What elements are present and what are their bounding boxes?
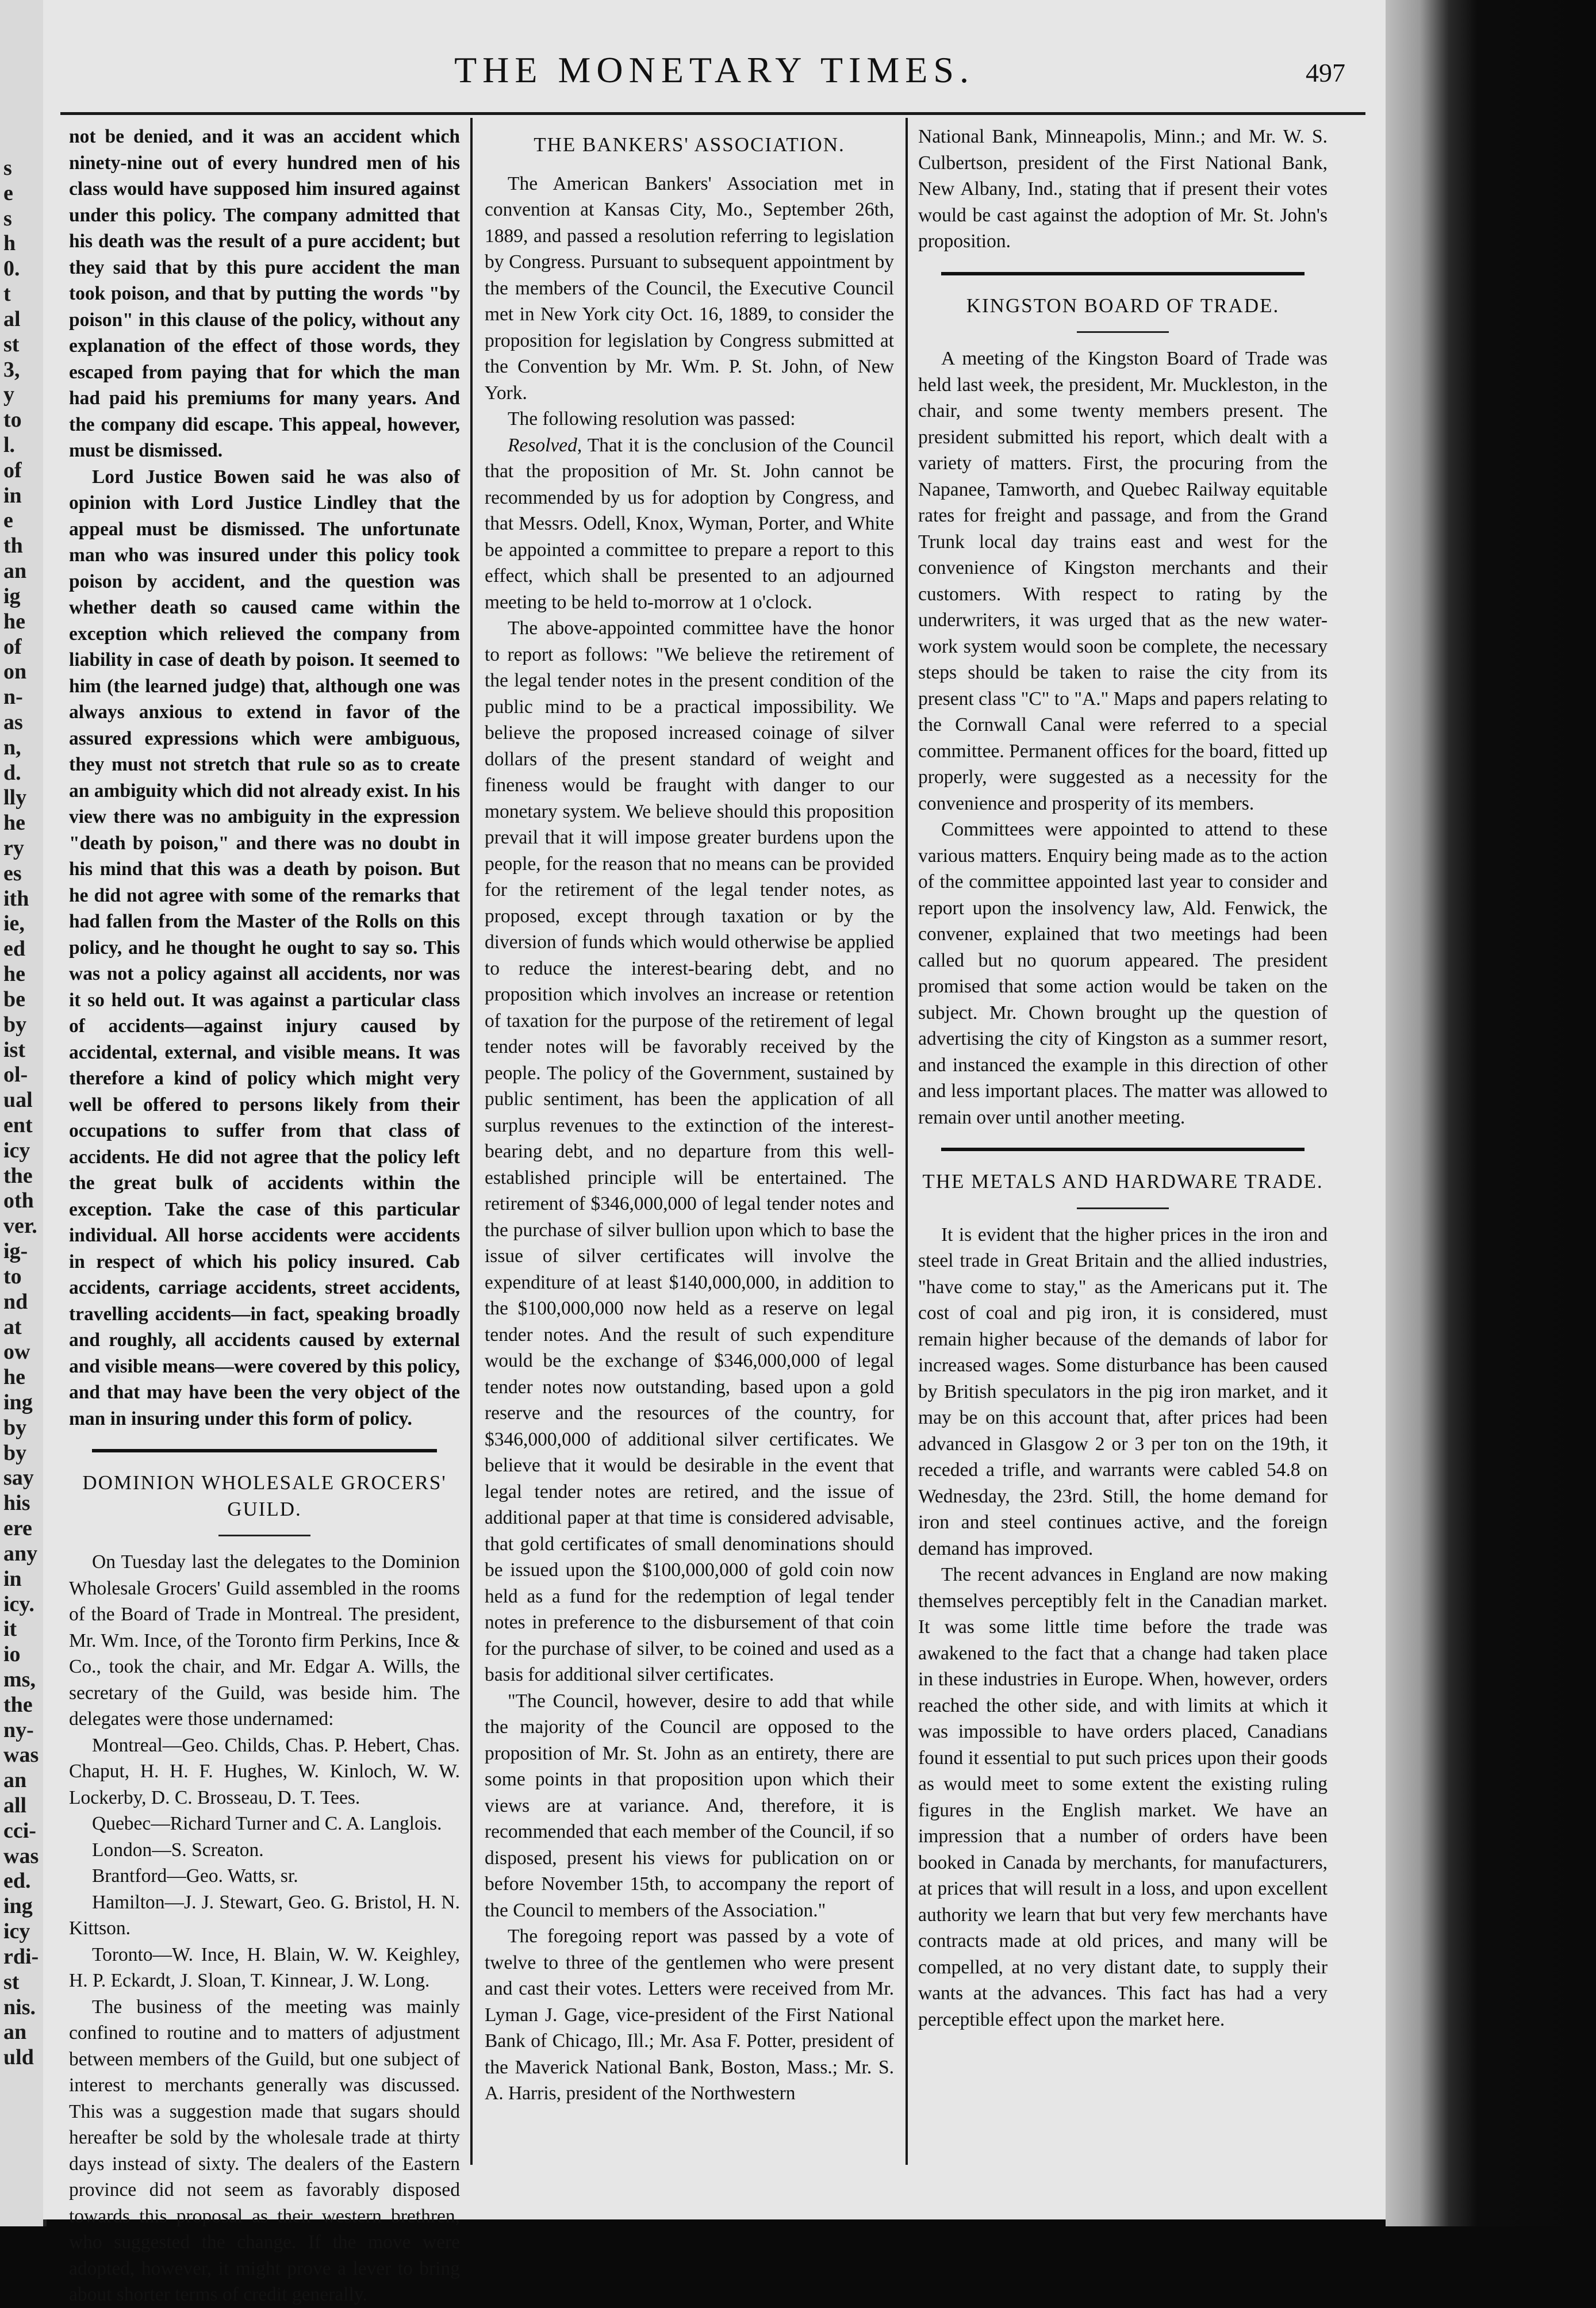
heading-underline: [1077, 331, 1169, 333]
margin-fragment: an: [3, 1768, 27, 1793]
margin-fragment: io: [3, 1642, 21, 1667]
margin-fragment: all: [3, 1793, 27, 1818]
margin-fragment: ist: [3, 1037, 25, 1062]
margin-fragment: an: [3, 559, 27, 584]
resolved-label: Resolved,: [508, 434, 582, 456]
section-rule: [941, 1148, 1305, 1151]
column-1: [69, 124, 460, 2308]
margin-fragment: in: [3, 483, 22, 508]
delegates-toronto: Toronto—W. Ince, H. Blain, W. W. Keighley, H. P. Eckardt, J. Sloan, T. Kinnear, J. W. Long.: [69, 1943, 460, 1991]
margin-fragment: was: [3, 1843, 39, 1868]
margin-fragment: ny-: [3, 1717, 34, 1742]
paragraph-lord-bowen: Lord Justice Bowen said he was also of opinion with Lord Justice Lindley that the appeal must be dismissed. The unfortunate man who was insured under this policy took poison by accident, and the question was whether death so caused came within the exception which relieved the company from liability in case of death by poison. It seemed to him (the learned judge) that, although one was always anxious to extend in favor of the assured expressions which were ambiguous, they must not stretch that rule so as to create an ambiguity which did not already exist. In his view there was no ambiguity in the expression "death by poison," and there was no doubt in his mind that this was a death by poison. But he did not agree with some of the remarks that had fallen from the Master of the Rolls on this policy, and he thought he ought to say so. This was not a policy against all accidents, nor was it so held out. It was against a particular class of accidents—against injury caused by accidental, external, and visible means. It was therefore a kind of policy which might very well be offered to persons likely from their occupations to suffer from that class of accidents. He did not agree that the policy left the great bulk of accidents within the exception. Take the case of this particular individual. All horse accidents were accidents in respect of which his policy insured. Cab accidents, carriage accidents, street accidents, travelling accidents—in fact, speaking broadly and roughly, all accidents caused by external and visible means—were covered by this policy, and that may have been the very object of the man in insuring under this form of policy.: [69, 466, 460, 1429]
margin-fragment: cci-: [3, 1818, 36, 1843]
margin-fragment: was: [3, 1743, 39, 1768]
masthead: THE MONETARY TIMES.: [454, 49, 975, 90]
margin-fragment: nd: [3, 1289, 28, 1314]
margin-fragment: ed: [3, 937, 25, 961]
margin-fragment: ow: [3, 1340, 30, 1364]
margin-fragment: d.: [3, 760, 21, 785]
margin-fragment: es: [3, 861, 22, 885]
newspaper-page: [43, 0, 1386, 2305]
margin-fragment: icy: [3, 1138, 30, 1163]
resolved-paragraph: [485, 432, 894, 616]
margin-fragment: his: [3, 1491, 30, 1516]
margin-fragment: l.: [3, 432, 16, 457]
margin-fragment: as: [3, 710, 23, 734]
margin-fragment: h: [3, 231, 16, 256]
margin-fragment: be: [3, 987, 25, 1011]
margin-fragment: on: [3, 660, 27, 684]
guild-intro: On Tuesday last the delegates to the Dominion Wholesale Grocers' Guild assembled in the rooms of the Board of Trade in Montreal. The president, Mr. Wm. Ince, of the Toronto firm Perkins, Ince & Co., took the chair, and Mr. Edgar A. Wills, the secretary of the Guild, was beside him. The delegates were those undernamed:: [69, 1551, 460, 1730]
margin-fragment: ol-: [3, 1063, 28, 1087]
header-rule: [60, 112, 1365, 115]
committee-report: The above-appointed committee have the honor to report as follows: "We believe the retirement of the legal tender notes in the present condition of the public mind to be a practical impossibility. We believe the proposed increased coinage of silver dollars of the present standard of weight and fineness would be fraught with danger to our monetary system. We believe should this proposition prevail that it will impose greater burdens upon the people, for the reason that no means can be provided for the retirement of the legal tender notes, as proposed, except through taxation or by the diversion of funds which would otherwise be applied to reduce the interest-bearing debt, and no proposition which involves an increase or retention of taxation for the purpose of the retirement of legal tender notes will be favorably received by the people. The policy of the Government, sustained by public sentiment, has been the application of all surplus revenues to the extinction of the interest-bearing debt, and no departure from this well-established principle will be entertained. The retirement of $346,000,000 of legal tender notes and the purchase of silver bullion upon which to base the issue of silver certificates will involve the expenditure of at least $140,000,000, in addition to the $100,000,000 now held as a reserve on legal tender notes. And the result of such expenditure would be the exchange of $346,000,000 of legal tender notes now outstanding, based upon a gold reserve and the resources of the country, for $346,000,000 of additional silver certificates. We believe that it would be desirable in the event that legal tender notes are retired, and the issue of additional paper at that time is considered advisable, that gold certificates of small denominations should be issued upon the $100,000,000 of gold coin now held as a fund for the redemption of legal tender notes in preference to the disbursement of that coin for the purchase of silver, to be coined and used as a basis for additional silver certificates.: [485, 618, 894, 1685]
column-3: [918, 124, 1328, 2033]
margin-fragment: to: [3, 408, 22, 432]
margin-fragment: an: [3, 2020, 27, 2045]
margin-fragment: ing: [3, 1894, 33, 1919]
delegates-hamilton: Hamilton—J. J. Stewart, Geo. G. Bristol, H. N. Kittson.: [69, 1891, 460, 1939]
margin-fragment: the: [3, 1163, 33, 1188]
margin-fragment: icy: [3, 1919, 30, 1944]
bankers-intro: The American Bankers' Association met in convention at Kansas City, Mo., September 26th, 1889, and passed a resolution referring to legislation by Congress. Pursuant to subsequent appointment by the members of the Council, the Executive Council met in New York city Oct. 16, 1889, to consider the proposition for legislation by Congress submitted at the Convention by Mr. Wm. P. St. John, of New York.: [485, 172, 894, 404]
margin-fragment: he: [3, 811, 25, 835]
margin-fragment: ing: [3, 1390, 33, 1414]
resolved-text: That it is the conclusion of the Council that the proposition of Mr. St. John cannot be recommended by us for adoption by Congress, and that Messrs. Odell, Knox, Wyman, Porter, and White be appointed a committee to prepare a report to this effect, which shall be presented to an adjourned meeting to be held to-morrow at 1 o'clock.: [485, 434, 894, 613]
margin-fragment: al: [3, 306, 21, 331]
margin-fragment: he: [3, 609, 25, 634]
margin-fragment: e: [3, 508, 13, 533]
column-divider-1: [470, 118, 473, 2165]
margin-fragment: ere: [3, 1516, 32, 1541]
margin-fragment: st: [3, 1969, 20, 1994]
section-rule: [92, 1449, 437, 1452]
kingston-heading: KINGSTON BOARD OF TRADE.: [966, 294, 1280, 317]
margin-fragment: it: [3, 1617, 17, 1642]
page-number: 497: [1306, 58, 1345, 87]
book-binding-shadow: [1386, 0, 1596, 2226]
delegates-montreal: Montreal—Geo. Childs, Chas. P. Hebert, Chas. Chaput, H. H. F. Hughes, W. Kinloch, W. W. Lockerby, D. C. Brosseau, D. T. Tees.: [69, 1734, 460, 1808]
column-2: [485, 124, 894, 2107]
margin-fragment: uld: [3, 2045, 34, 2070]
margin-fragment: the: [3, 1692, 33, 1717]
margin-fragment: nis.: [3, 1995, 36, 2019]
margin-fragment: of: [3, 458, 22, 482]
margin-fragment: s: [3, 206, 12, 231]
margin-fragment: e: [3, 181, 13, 205]
margin-fragment: say: [3, 1466, 34, 1490]
margin-fragment: n-: [3, 685, 23, 710]
margin-fragment: lly: [3, 785, 27, 810]
margin-fragment: ith: [3, 886, 29, 911]
guild-heading: DOMINION WHOLESALE GROCERS' GUILD.: [82, 1471, 447, 1520]
guild-closing: The business of the meeting was mainly confined to routine and to matters of adjustment between members of the Guild, but one subject of interest to merchants generally was discussed. This was a suggestion made that sugars should hereafter be sold by the wholesale trade at thirty days instead of sixty. The dealers of the Eastern province did not seem as favorably disposed towards this proposal as their western brethren, who suggested the change. If the move were adopted, however, it might prove a lever to bring about shorter terms of credit generally.: [69, 1996, 460, 2305]
margin-fragment: any: [3, 1541, 38, 1566]
margin-fragment: t: [3, 282, 11, 306]
margin-fragment: to: [3, 1264, 22, 1289]
bankers-continuation: National Bank, Minneapolis, Minn.; and Mr. W. S. Culbertson, president of the First National Bank, New Albany, Ind., stating that if present their votes would be cast against the adoption of Mr. St. John's proposition.: [918, 126, 1328, 252]
kingston-paragraph-2: Committees were appointed to attend to these various matters. Enquiry being made as to the action of the committee appointed last year to consider and report upon the insolvency law, Ald. Fenwick, the convener, explained that two meetings had been called but no quorum appeared. The president promised that some action would be taken on the subject. Mr. Chown brought up the question of advertising the city of Kingston as a summer resort, and instanced the example in this direction of other and less important places. The matter was allowed to remain over until another meeting.: [918, 819, 1328, 1128]
margin-fragment: of: [3, 634, 22, 659]
delegates-london: London—S. Screaton.: [92, 1839, 264, 1861]
metals-paragraph-1: It is evident that the higher prices in the iron and steel trade in Great Britain and the allied industries, "have come to stay," as the Americans put it. The cost of coal and pig iron, it is considered, must remain higher because of the demands of labor for increased wages. Some disturbance has been caused by British speculators in the pig iron market, and it may be on this account that, after prices had been advanced in Glasgow 2 or 3 per ton on the 19th, it receded a trifle, and warrants were cabled 54.8 on Wednesday, the 23rd. Still, the home demand for iron and steel continues active, and the foreign demand has improved.: [918, 1224, 1328, 1559]
adjacent-page-fragment: [0, 0, 47, 2226]
margin-fragment: th: [3, 534, 23, 558]
margin-fragment: at: [3, 1314, 22, 1339]
column-divider-2: [906, 118, 908, 2165]
delegates-quebec: Quebec—Richard Turner and C. A. Langlois.: [92, 1813, 442, 1834]
margin-fragment: he: [3, 1365, 25, 1390]
margin-fragment: in: [3, 1566, 22, 1591]
metals-heading: THE METALS AND HARDWARE TRADE.: [922, 1170, 1323, 1193]
margin-fragment: by: [3, 1012, 27, 1037]
margin-fragment: he: [3, 962, 25, 987]
margin-fragment: y: [3, 382, 14, 407]
margin-fragment: ig-: [3, 1239, 28, 1264]
margin-fragment: ms,: [3, 1667, 36, 1692]
margin-fragment: by: [3, 1415, 27, 1440]
margin-fragment: ed.: [3, 1869, 31, 1893]
kingston-paragraph-1: A meeting of the Kingston Board of Trade was held last week, the president, Mr. Muckleston, in the chair, and some twenty members present. The president submitted his report, which dealt with a variety of matters. First, the procuring from the Napanee, Tamworth, and Quebec Railway equitable rates for freight and passage, and from the Grand Trunk local day trains east and west for the convenience of Kingston merchants and their customers. With respect to rating by the underwriters, it was urged that as the new water-work system would soon be complete, the necessary steps should be taken to raise the city from its present class "C" to "A." Maps and papers relating to the Cornwall Canal were referred to a special committee. Permanent offices for the board, fitted up properly, were suggested as a necessity for the convenience and prosperity of its members.: [918, 348, 1328, 814]
section-rule: [941, 272, 1305, 275]
margin-fragment: st: [3, 332, 20, 356]
metals-paragraph-2: The recent advances in England are now making themselves perceptibly felt in the Canadian market. It was some little time before the trade was awakened to the fact that a change had taken place in these industries in Europe. When, however, orders reached the other side, and with limits at which it was impossible to have orders placed, Canadians found it essential to put such prices upon their goods as would meet to some extent the existing ruling figures in the English market. We have an impression that a number of orders have been booked in Canada by merchants, for manufacturers, at prices that will result in a loss, and upon excellent authority we learn that but very few merchants have contracts made at old prices, and many will be compelled, at no very distant date, to supply their wants at the advances. This fact has had a very perceptible effect upon the market here.: [918, 1564, 1328, 2030]
margin-fragment: n,: [3, 735, 21, 760]
margin-fragment: by: [3, 1440, 27, 1465]
margin-fragment: oth: [3, 1188, 34, 1213]
margin-fragment: ie,: [3, 911, 25, 936]
margin-fragment: ver.: [3, 1214, 37, 1239]
delegates-brantford: Brantford—Geo. Watts, sr.: [92, 1865, 298, 1887]
council-addendum: "The Council, however, desire to add that while the majority of the Council are opposed to the proposition of Mr. St. John as an entirety, there are some points in that proposition upon which their views are at variance. And, therefore, it is recommended that each member of the Council, if so disposed, present his views for publication on or before November 15th, to accompany the report of the Council to members of the Association.": [485, 1690, 894, 1921]
margin-fragment: ual: [3, 1088, 33, 1113]
margin-fragment: s: [3, 156, 12, 180]
margin-fragment: 3,: [3, 357, 20, 382]
margin-fragment: ig: [3, 584, 21, 608]
bankers-heading: THE BANKERS' ASSOCIATION.: [534, 133, 845, 156]
margin-fragment: icy.: [3, 1592, 34, 1616]
resolution-lead: The following resolution was passed:: [508, 408, 796, 430]
heading-underline: [218, 1535, 310, 1536]
margin-fragment: ry: [3, 836, 24, 861]
vote-paragraph: The foregoing report was passed by a vote of twelve to three of the gentlemen who were present and cast their votes. Letters were received from Mr. Lyman J. Gage, vice-president of the First National Bank of Chicago, Ill.; Mr. Asa F. Potter, president of the Maverick National Bank, Boston, Mass.; Mr. S. A. Harris, president of the Northwestern: [485, 1926, 894, 2104]
margin-fragment: rdi-: [3, 1944, 39, 1969]
margin-fragment: 0.: [3, 256, 20, 281]
paragraph-accident-continued: not be denied, and it was an accident which ninety-nine out of every hundred men of his class would have supposed him insured against under this policy. The company admitted that his death was the result of a pure accident; but they said that by this pure accident the man took poison, and that by putting the words "by poison" in this clause of the policy, without any explanation of the effect of those words, they escaped from paying that for which the man had paid his premiums for many years. And the company did escape. This appeal, however, must be dismissed.: [69, 126, 460, 461]
margin-fragment: ent: [3, 1113, 33, 1137]
heading-underline: [1077, 1207, 1169, 1209]
